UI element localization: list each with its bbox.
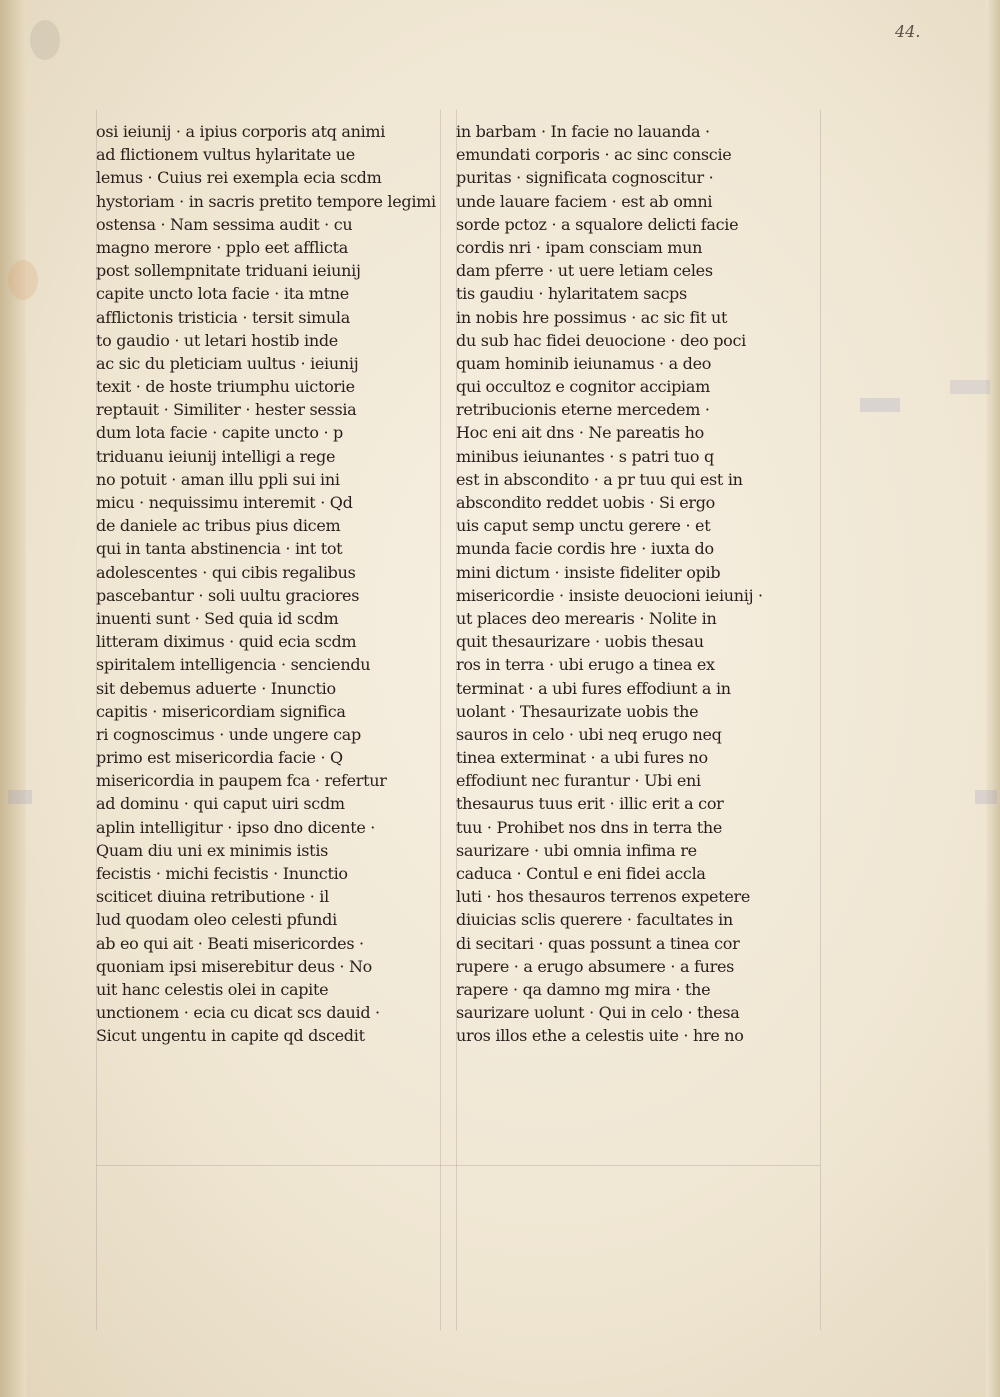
text-line: capitis · misericordiam significa (96, 701, 346, 721)
text-line: munda facie cordis hre · iuxta do (456, 539, 714, 559)
text-line: ut places deo merearis · Nolite in (456, 608, 717, 628)
text-line: di secitari · quas possunt a tinea cor (456, 933, 740, 953)
text-line: fecistis · michi fecistis · Inunctio (96, 864, 348, 883)
text-line: sit debemus aduerte · Inunctio (96, 678, 336, 698)
text-line: capite uncto lota facie · ita mtne (96, 284, 349, 304)
text-line: puritas · significata cognoscitur · (456, 168, 714, 188)
stain-mark (8, 260, 38, 300)
text-line: to gaudio · ut letari hostib inde (96, 330, 338, 350)
text-line: post sollempnitate triduani ieiunij (96, 261, 361, 281)
text-line: litteram diximus · quid ecia scdm (96, 632, 357, 652)
text-line: ad dominu · qui caput uiri scdm (96, 794, 345, 814)
text-line: Quam diu uni ex minimis istis (96, 840, 329, 860)
text-line: mini dictum · insiste fideliter opib (456, 562, 721, 582)
text-line: tinea exterminat · a ubi fures no (456, 748, 708, 768)
text-line: reptauit · Similiter · hester sessia (96, 400, 357, 420)
text-line: lemus · Cuius rei exempla ecia scdm (96, 168, 382, 188)
text-line: in nobis hre possimus · ac sic fit ut (456, 307, 728, 327)
text-line: uolant · Thesaurizate uobis the (456, 701, 699, 721)
text-line: unctionem · ecia cu dicat scs dauid · (96, 1003, 380, 1023)
text-line: pascebantur · soli uultu graciores (96, 585, 360, 605)
text-line: ab eo qui ait · Beati misericordes · (96, 933, 364, 953)
text-line: misericordie · insiste deuocioni ieiunij · (456, 585, 763, 605)
text-line: dum lota facie · capite uncto · p (96, 423, 343, 443)
text-line: ri cognoscimus · unde ungere cap (96, 724, 361, 744)
text-line: ac sic du pleticiam uultus · ieiunij (96, 353, 359, 373)
text-line: thesaurus tuus erit · illic erit a cor (456, 794, 724, 814)
text-line: Sicut ungentu in capite qd dscedit (96, 1026, 365, 1046)
text-line: uit hanc celestis olei in capite (96, 979, 329, 999)
text-line: rapere · qa damno mg mira · the (456, 979, 711, 999)
offset-text (860, 398, 900, 412)
text-line: rupere · a erugo absumere · a fures (456, 956, 735, 976)
text-line: retribucionis eterne mercedem · (456, 400, 710, 420)
text-line: inuenti sunt · Sed quia id scdm (96, 608, 339, 628)
text-line: dam pferre · ut uere letiam celes (456, 261, 713, 281)
text-line: ros in terra · ubi erugo a tinea ex (456, 655, 715, 675)
stain-mark (30, 20, 60, 60)
text-line: luti · hos thesauros terrenos expetere (456, 887, 751, 907)
text-line: effodiunt nec furantur · Ubi eni (456, 771, 701, 791)
text-line: hystoriam · in sacris pretito tempore legimi (96, 191, 436, 211)
text-line: ostensa · Nam sessima audit · cu (96, 214, 353, 234)
offset-text (975, 790, 997, 804)
text-line: abscondito reddet uobis · Si ergo (456, 493, 716, 512)
text-line: emundati corporis · ac sinc conscie (456, 145, 732, 165)
text-line: uis caput semp unctu gerere · et (456, 516, 711, 536)
text-line: lud quodam oleo celesti pfundi (96, 910, 337, 930)
text-line: ad flictionem vultus hylaritate ue (96, 145, 355, 165)
text-line: sorde pctoz · a squalore delicti facie (456, 214, 739, 234)
text-line: micu · nequissimu interemit · Qd (96, 493, 353, 512)
text-line: adolescentes · qui cibis regalibus (96, 562, 356, 582)
text-line: aplin intelligitur · ipso dno dicente · (96, 817, 376, 837)
text-line: caduca · Contul e eni fidei accla (456, 864, 706, 883)
text-line: quoniam ipsi miserebitur deus · No (96, 956, 373, 976)
text-line: de daniele ac tribus pius dicem (96, 516, 341, 536)
ruling-line (96, 1165, 820, 1166)
text-line: primo est misericordia facie · Q (96, 748, 343, 768)
offset-text (8, 790, 32, 804)
text-line: uros illos ethe a celestis uite · hre no (456, 1026, 744, 1046)
text-column-left (96, 120, 436, 1048)
text-line: sciticet diuina retributione · il (96, 887, 329, 907)
page-edge (986, 0, 1000, 1397)
text-line: quit thesaurizare · uobis thesau (456, 632, 704, 652)
text-line: est in abscondito · a pr tuu qui est in (456, 469, 743, 489)
text-line: sauros in celo · ubi neq erugo neq (456, 724, 722, 744)
text-line: misericordia in paupem fca · refertur (96, 771, 387, 791)
folio-number: 44. (895, 22, 921, 41)
text-line: unde lauare faciem · est ab omni (456, 191, 713, 211)
binding-gutter (0, 0, 26, 1397)
text-line: tuu · Prohibet nos dns in terra the (456, 817, 723, 837)
text-column-right (456, 120, 826, 1048)
text-line: diuicias sclis querere · facultates in (456, 910, 733, 930)
text-line: tis gaudiu · hylaritatem sacps (456, 284, 687, 304)
text-line: terminat · a ubi fures effodiunt a in (456, 678, 731, 698)
ruling-line (440, 110, 441, 1330)
text-line: magno merore · pplo eet afflicta (96, 237, 348, 257)
text-line: cordis nri · ipam consciam mun (456, 237, 703, 257)
text-line: osi ieiunij · a ipius corporis atq animi (96, 122, 386, 141)
offset-text (950, 380, 990, 394)
text-line: afflictonis tristicia · tersit simula (96, 307, 350, 327)
text-line: spiritalem intelligencia · senciendu (96, 655, 371, 675)
text-line: texit · de hoste triumphu uictorie (96, 377, 355, 397)
text-line: minibus ieiunantes · s patri tuo q (456, 446, 714, 466)
text-line: qui occultoz e cognitor accipiam (456, 377, 710, 397)
text-line: Hoc eni ait dns · Ne pareatis ho (456, 423, 704, 443)
text-line: qui in tanta abstinencia · int tot (96, 539, 343, 559)
text-line: no potuit · aman illu ppli sui ini (96, 469, 340, 489)
text-line: saurizare uolunt · Qui in celo · thesa (456, 1003, 740, 1023)
text-line: quam hominib ieiunamus · a deo (456, 353, 712, 373)
text-line: in barbam · In facie no lauanda · (456, 122, 710, 141)
text-line: du sub hac fidei deuocione · deo poci (456, 330, 746, 350)
text-line: saurizare · ubi omnia infima re (456, 840, 697, 860)
text-line: triduanu ieiunij intelligi a rege (96, 446, 336, 466)
